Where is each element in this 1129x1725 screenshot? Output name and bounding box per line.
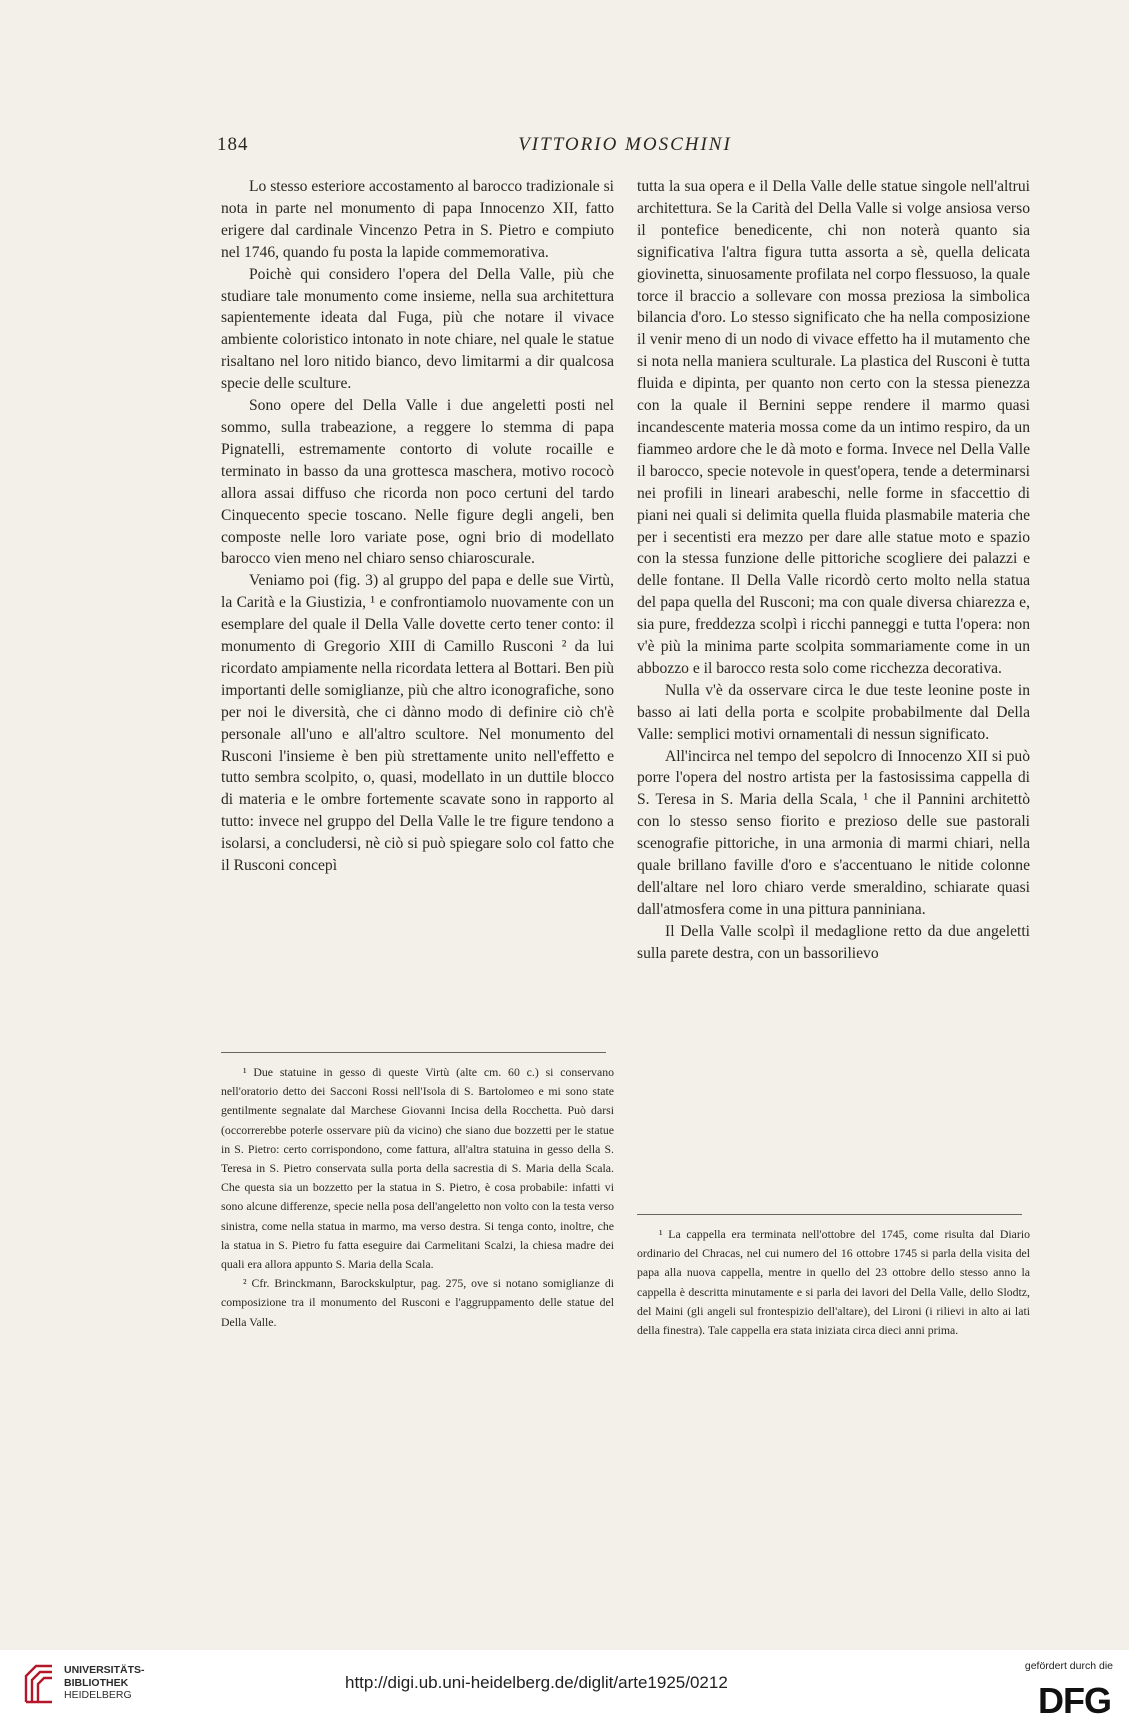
footnote-rule (221, 1052, 606, 1053)
right-column (637, 176, 1030, 965)
library-line: UNIVERSITÄTS- (64, 1664, 145, 1676)
library-line: BIBLIOTHEK (64, 1676, 129, 1689)
left-column (221, 176, 614, 877)
footnote-rule (637, 1214, 1022, 1215)
paragraph: Poichè qui considero l'opera del Della Valle, più che studiare tale monumento come insieme, nella sua architettura sapientemente ideata dal Fuga, più che notare il vivace ambiente coloristico intonato in note chiare, nel quale le statue risaltano nel loro nitido bianco, devo limitarmi a dir qualcosa specie delle sculture. (221, 265, 614, 393)
paragraph: Sono opere del Della Valle i due angeletti posti nel sommo, sulla trabeazione, a reggere lo stemma di papa Pignatelli, estremamente contorto di volute rocaille e terminato in basso da una grottesca maschera, motivo rococò allora assai diffuso che ricorda non poco certuni del tardo Cinquecento specie toscano. Nelle figure degli angeli, ben composte nelle loro variate pose, ogni brio di modellato barocco vien meno nel chiaro senso chiaroscurale. (221, 397, 614, 568)
funded-by-label: gefördert durch die (1024, 1660, 1113, 1672)
paragraph: Il Della Valle scolpì il medaglione retto da due angeletti sulla parete destra, con un bassorilievo (637, 922, 1030, 962)
digitization-footer (0, 1650, 1129, 1725)
paragraph: All'incirca nel tempo del sepolcro di Innocenzo XII si può porre l'opera del nostro artista per la fastosissima cappella di S. Teresa in S. Maria della Scala, ¹ che il Pannini architettò con lo stesso senso fiorito e prezioso delle sue pastorali scenografie pittoriche, in una armonia di marmi chiari, nella quale brillano faville d'oro e s'accentuano le nitide colonne dell'altare nel loro chiaro verde smeraldino, schiarate quasi dall'atmosfera come in una pittura panniniana. (637, 747, 1030, 918)
footnote: ¹ La cappella era terminata nell'ottobre del 1745, come risulta dal Diario ordinario del Chracas, nel cui numero del 16 ottobre 1745 si parla della visita del papa alla nuova cappella, mentre in quello del 23 ottobre dello stesso anno la cappella è descritta minutamente e si parla dei lavori del Della Valle, dello Slodtz, del Maini (gli angeli sul frontespizio dell'altare), del Lironi (i rilievi in alto ai lati della finestra). Tale cappella era stata iniziata circa dieci anni prima. (637, 1227, 1030, 1338)
footnote: ¹ Due statuine in gesso di queste Virtù (alte cm. 60 c.) si conservano nell'oratorio detto dei Sacconi Rossi nell'Isola di S. Bartolomeo e mi sono state gentilmente segnalate dal Marchese Giovanni Incisa della Rocchetta. Può darsi (occorrerebbe poterle osservare più da vicino) che siano due bozzetti per le statue in S. Pietro: certo corrispondono, come fattura, all'altra statuina in gesso della S. Teresa in S. Pietro conservata sulla porta della sacrestia di S. Maria della Scala. Che questa sia un bozzetto per la statua in S. Pietro, è cosa probabile: infatti vi sono alcune differenze, specie nella posa dell'angeletto non volto con la testa verso sinistra, come nella statua in marmo, ma verso destra. Si tenga conto, inoltre, che la statua in S. Pietro fu fatta eseguire dai Carmelitani Scalzi, la chiesa madre dei quali era allora appunto S. Maria della Scala. (221, 1065, 614, 1272)
permalink-url[interactable]: http://digi.ub.uni-heidelberg.de/diglit/arte1925/0212 (345, 1673, 728, 1692)
library-name (64, 1664, 145, 1702)
paragraph: Nulla v'è da osservare circa le due teste leonine poste in basso ai lati della porta e scolpite probabilmente dal Della Valle: semplici motivi ornamentali di nessun significato. (637, 681, 1030, 743)
paragraph: Lo stesso esteriore accostamento al barocco tradizionale si nota in parte nel monumento di papa Innocenzo XII, fatto erigere dal cardinale Vincenzo Petra in S. Pietro e compiuto nel 1746, quando fu posta la lapide commemorativa. (221, 178, 615, 261)
library-line: HEIDELBERG (64, 1689, 132, 1701)
right-footnotes (637, 1196, 1030, 1340)
ub-heidelberg-logo-icon (22, 1662, 56, 1706)
dfg-logo: DFG (1038, 1680, 1111, 1721)
paragraph: tutta la sua opera e il Della Valle delle statue singole nell'altrui architettura. Se la Carità del Della Valle si volge ansiosa verso il pontefice benedicente, chi non noterà quanto sia significativa l'altra figura tutta assorta a sè, quella delicata giovinetta, sinuosamente profilata nel corpo flessuoso, la quale torce il braccio a sollevare con mossa preziosa la simbolica bilancia d'oro. Lo stesso significato che ha nella composizione il venir meno di un nodo di vivace effetto ha il mutamento che si nota nella maniera sculturale. La plastica del Rusconi è tutta fluida e dipinta, per quanto non certo con la stessa pienezza con la quale il Bernini seppe rendere il marmo quasi incandescente materia mossa come da un intimo respiro, da un fiammeo ardore che le dà moto e forma. Invece nel Della Valle il barocco, specie notevole in quest'opera, tende a determinarsi nei profili in lineari arabeschi, nelle forme in sfaccettio di piani nei quali si delimita quella fluida plasmabile materia che per i secentisti era mezzo per dare alle statue moto e spazio con la stessa funzione delle pittoriche scogliere dei palazzi e delle fontane. Il Della Valle ricordò certo molto nella statua del papa quella del Rusconi; ma con quale diversa chiarezza e, sia pure, freddezza scolpì i ricchi panneggi e tutta l'opera: non v'è più la minima parte scolpita sommariamente come in un abbozzo e il barocco resta solo come ricchezza decorativa. (637, 178, 1030, 677)
page-number: 184 (217, 134, 249, 155)
footnote: ² Cfr. Brinckmann, Barockskulptur, pag. 275, ove si notano somiglianze di composizione tra il monumento del Rusconi e l'aggruppamento delle statue del Della Valle. (221, 1276, 614, 1329)
running-head: VITTORIO MOSCHINI (518, 134, 732, 155)
left-footnotes (221, 1034, 614, 1332)
paragraph: Veniamo poi (fig. 3) al gruppo del papa e delle sue Virtù, la Carità e la Giustizia, ¹ e confrontiamolo nuovamente con un esemplare del quale il Della Valle dovette certo tener conto: il monumento di Gregorio XIII di Camillo Rusconi ² da lui ricordato ampiamente nella ricordata lettera al Bottari. Ben più importanti delle somiglianze, più che altro iconografiche, sono per noi le diversità, che ci dànno modo di definire ciò ch'è personale all'uno e all'altro scultore. Nel monumento del Rusconi l'insieme è ben più strettamente unito nell'effetto e tutto sembra scolpito, o, quasi, modellato in un duttile blocco di materia e le ombre fortemente scavate sono in rapporto al tutto: invece nel gruppo del Della Valle le tre figure tendono a isolarsi, a concludersi, nè ciò si può spiegare solo col fatto che il Rusconi concepì (221, 572, 614, 875)
page-header (217, 134, 1033, 164)
